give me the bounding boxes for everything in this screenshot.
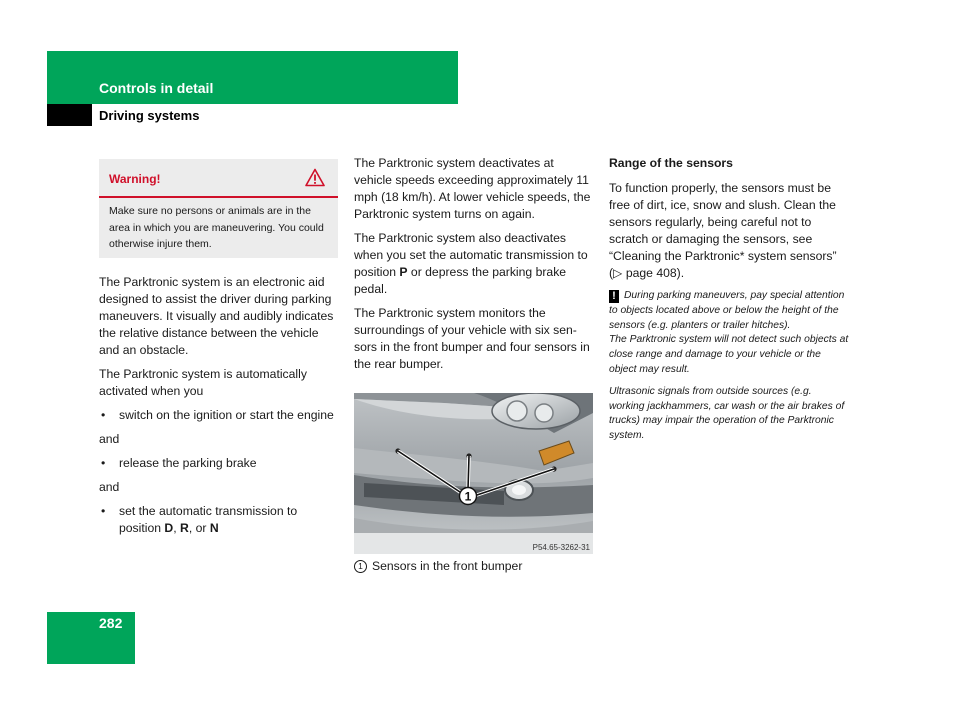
- separator-text: ,: [173, 521, 180, 535]
- note-paragraph: [609, 289, 849, 378]
- caption-number: 1: [354, 560, 367, 573]
- photo-caption: [354, 559, 522, 573]
- header-band: [47, 51, 458, 104]
- deactivation-paragraph: The Parktronic system deactivates at vehicle speeds exceeding approximately 11 mph (18 km/h). At lower vehicle speeds, the Parktronic system turns on again.: [354, 156, 591, 221]
- column-middle: [354, 155, 594, 380]
- paragraph-text: The Parktronic system also deactivates when you set the automatic transmission to position: [354, 231, 588, 279]
- warning-box: [99, 159, 338, 258]
- exclamation-icon: !: [609, 290, 619, 303]
- bumper-illustration: [354, 393, 593, 554]
- warning-text: Make sure no persons or animals are in the area in which you are maneuvering. You could otherwise injure them.: [109, 205, 324, 250]
- deactivation-paragraph-2: [354, 230, 594, 298]
- image-code: P54.65-3262-31: [532, 543, 590, 552]
- note-paragraph-2: Ultrasonic signals from outside sources (e.g. working jackhammers, car wash or the air brakes of trucks) may impair the operation of the Parktronic system.: [609, 385, 845, 442]
- list-item: • release the parking brake: [99, 455, 339, 472]
- conjunction-text: and: [99, 480, 120, 494]
- warning-triangle-icon: [305, 168, 325, 187]
- section-title: Controls in detail: [99, 80, 214, 96]
- sensor-range-heading: Range of the sensors: [609, 156, 733, 170]
- page-number: 282: [99, 615, 123, 631]
- cleaning-paragraph: To function properly, the sensors must be free of dirt, ice, snow and slush. Clean the sensors regularly, being careful not to scratch or damaging the sensors, see “Cleaning the Parktronic* system sensors” (▷ page 408).: [609, 181, 837, 280]
- gear-position-n: N: [209, 521, 219, 535]
- list-item-text: set the automatic transmission to position: [119, 504, 298, 535]
- intro-paragraph: The Parktronic system is an electronic aid designed to assist the driver during parking maneuvers. It visually and audibly indicates the relative distance between the vehicle and an obstacle.: [99, 275, 334, 357]
- sensors-paragraph: The Parktronic system monitors the surroundings of your vehicle with six sen-sors in the front bumper and four sensors in the rear bumper.: [354, 306, 590, 371]
- gear-position-r: R: [180, 521, 189, 535]
- list-item: [99, 503, 339, 537]
- note-text: The Parktronic system will not detect such objects at close range and damage to your vehicle or the object may result.: [609, 334, 849, 375]
- conjunction-text: and: [99, 432, 120, 446]
- note-text: During parking maneuvers, pay special attention to objects located above or below the height of the sensors (e.g. planters or trailer hitches).: [609, 290, 845, 331]
- front-bumper-photo: [354, 393, 593, 554]
- paragraph-text: or depress the parking brake pedal.: [354, 265, 567, 296]
- column-right: [609, 155, 849, 451]
- subsection-marker: [47, 104, 92, 126]
- warning-divider: [99, 196, 338, 198]
- column-left: [99, 274, 339, 544]
- gear-position-p: P: [399, 265, 408, 279]
- caption-text: Sensors in the front bumper: [372, 559, 523, 573]
- list-item: • switch on the ignition or start the engine: [99, 407, 339, 424]
- separator-text: , or: [188, 521, 210, 535]
- warning-title: Warning!: [109, 172, 161, 186]
- callout-number: 1: [464, 489, 472, 504]
- gear-position-d: D: [164, 521, 174, 535]
- subsection-title: Driving systems: [99, 108, 200, 123]
- activation-paragraph: The Parktronic system is automatically activated when you: [99, 367, 307, 398]
